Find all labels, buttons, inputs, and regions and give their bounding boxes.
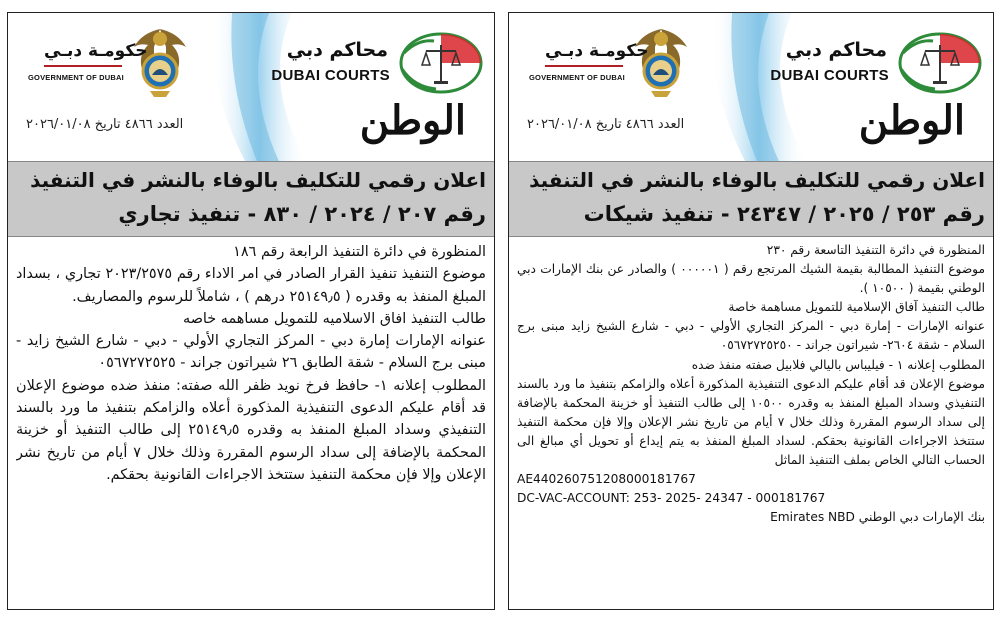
notice-body [517, 241, 985, 603]
iban-number: AE440260751208000181767 [517, 472, 696, 487]
newspaper-name: الوطن [858, 97, 965, 144]
notice-left [7, 12, 495, 610]
bank-name: بنك الإمارات دبي الوطني Emirates NBD [770, 510, 985, 525]
execution-circuit: المنظورة في دائرة التنفيذ التاسعة رقم ٢٣٠ [766, 243, 985, 257]
case-number: رقم ٢٥٣ / ٢٠٢٥ / ٢٤٣٤٧ - تنفيذ شيكات [583, 202, 985, 226]
gov-underline-decoration [545, 65, 623, 67]
execution-claimant: طالب التنفيذ آفاق الإسلامية للتمويل مساهمة خاصة [728, 300, 985, 315]
government-of-dubai-emblem [128, 25, 192, 101]
notice-title: اعلان رقمي للتكليف بالوفاء بالنشر في التنفيذ [529, 168, 985, 192]
notice-title: اعلان رقمي للتكليف بالوفاء بالنشر في التنفيذ [30, 168, 486, 192]
government-of-dubai-arabic: حكومـة دبـي [545, 41, 649, 61]
government-of-dubai-english: GOVERNMENT OF DUBAI [529, 73, 625, 82]
notified-party-and-subject: المطلوب إعلانه ١- حافظ فرخ نويد ظفر الله صفته: منفذ ضده موضوع الإعلان قد أقام عليكم الدعوى التنفيذية المذكورة أعلاه والزامكم بتنفيذ ما ورد بالسند التنفيذي وسداد المبلغ المنفذ به وقدره ٢٥١٤٩٫٥ إلى طالب التنفيذ أو خزينة المحكمة بالإضافة إلى سداد الرسوم المقررة وذلك خلال ٧ أيام من تاريخ نشر الإعلان وإلا فإن محكمة التنفيذ ستتخذ الاجراءات القانونية بحقكم. [16, 377, 486, 483]
dubai-courts-english: DUBAI COURTS [770, 67, 889, 84]
dubai-courts-logo [398, 31, 484, 95]
dubai-courts-arabic: محاكم دبي [785, 39, 887, 61]
notice-header [509, 13, 993, 161]
notice-subject: موضوع الإعلان قد أقام عليكم الدعوى التنفيذية المذكورة أعلاه والزامكم بتنفيذ ما ورد بالسند التنفيذي وسداد المبلغ المنفذ به وقدره ١٠٥٠٠ إلى طالب التنفيذ أو خزينة المحكمة بالإضافة إلى سداد الرسوم المقررة وذلك خلال ٧ أيام من تاريخ نشر الإعلان وإلا فإن محكمة التنفيذ ستتخذ الاجراءات القانونية بحقكم. لسداد المبلغ المنفذ به يتم إيداع أو تحويل أي مبالغ الى الحساب التالي الخاص بملف التنفيذ الماثل [517, 376, 985, 468]
notice-body [16, 241, 486, 603]
issue-number-date: العدد ٤٨٦٦ تاريخ ٢٠٢٦/٠١/٠٨ [26, 117, 184, 132]
notified-party: المطلوب إعلانه ١ - فيليباس باليالي فلابيل صفته منفذ ضده [691, 357, 985, 372]
notice-header [8, 13, 494, 161]
execution-subject: موضوع التنفيذ المطالبة بقيمة الشيك المرتجع رقم ( ٠٠٠٠٠١ ) والصادر عن بنك الإمارات دبي الوطني بقيمة ( ١٠٥٠٠ ). [517, 262, 985, 296]
dubai-courts-english: DUBAI COURTS [271, 67, 390, 84]
notice-title-band [8, 161, 494, 237]
issue-number-date: العدد ٤٨٦٦ تاريخ ٢٠٢٦/٠١/٠٨ [527, 117, 685, 132]
execution-subject: موضوع التنفيذ تنفيذ القرار الصادر في امر الاداء رقم ٢٠٢٣/٢٥٧٥ تجاري ، بسداد المبلغ المنفذ به وقدره ( ٢٥١٤٩٫٥ درهم ) ، شاملاً للرسوم والمصاريف. [16, 266, 486, 305]
execution-claimant: طالب التنفيذ افاق الاسلاميه للتمويل مساهمه خاصه [182, 310, 486, 327]
dubai-courts-logo [897, 31, 983, 95]
claimant-address: عنوانه الإمارات - إمارة دبي - المركز التجاري الأولي - دبي - شارع الشيخ زايد مبنى برج السلام - شقة ٢٦٠٤- شيراتون جراند - ٠٥٦٧٢٧٢٥٢٥٠ [517, 319, 985, 353]
notice-right [508, 12, 994, 610]
government-of-dubai-english: GOVERNMENT OF DUBAI [28, 73, 124, 82]
account-number: DC-VAC-ACCOUNT: 253- 2025- 24347 - 000181767 [517, 491, 826, 506]
government-of-dubai-emblem [629, 25, 693, 101]
case-number: رقم ٢٠٧ / ٢٠٢٤ / ٨٣٠ - تنفيذ تجاري [118, 202, 486, 226]
claimant-address: عنوانه الإمارات إمارة دبي - المركز التجاري الأولي - دبي - شارع الشيخ زايد - مبنى برج السلام - شقة الطابق ٢٦ شيراتون جراند - ٠٥٦٧٢٧٢٥٢٥ [16, 333, 486, 372]
gov-underline-decoration [44, 65, 122, 67]
notice-title-band [509, 161, 993, 237]
dubai-courts-arabic: محاكم دبي [286, 39, 388, 61]
execution-circuit: المنظورة في دائرة التنفيذ الرابعة رقم ١٨٦ [233, 244, 486, 260]
newspaper-name: الوطن [359, 97, 466, 144]
government-of-dubai-arabic: حكومـة دبـي [44, 41, 148, 61]
